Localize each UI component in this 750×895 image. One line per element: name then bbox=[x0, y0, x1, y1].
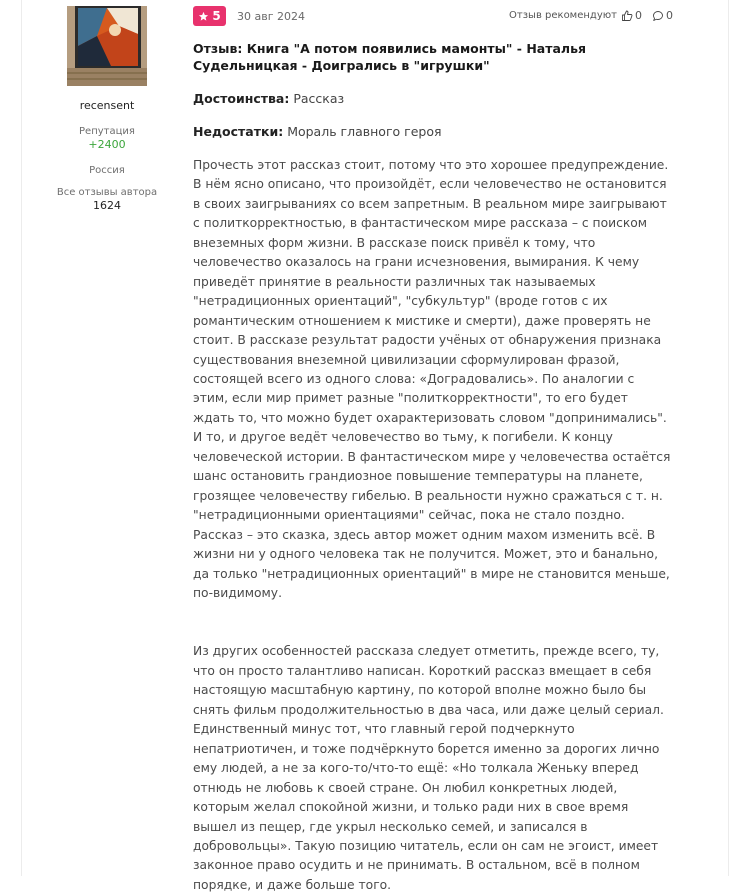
review-paragraph-2: Из других особенностей рассказа следует отметить, прежде всего, ту, что он просто талантливо написан. Короткий рассказ вмещает в себя настоящую масштабную картину, по которой вполне можно было бы снять фильм продолжительностью в два часа, или даже целый сериал. Единственный минус тот, что главный герой подчеркнуто непатриотичен, и тоже подчёркнуто борется именно за дорогих лично ему людей, а не за кого-то/что-то ещё: «Но толкала Женьку вперед отнюдь не любовь к своей стране. Он любил конкретных людей, которым желал спокойной жизни, и только ради них в свое время вышел из пещер, где укрыл несколько семей, и записался в добровольцы». Такую позицию читатель, если он сам не эгоист, имеет законное право осудить и не принимать. В остальном, всё в полном порядке, и даже больше того. bbox=[193, 644, 664, 892]
star-icon bbox=[198, 11, 209, 22]
all-reviews-label[interactable]: Все отзывы автора bbox=[56, 187, 158, 198]
author-card bbox=[48, 6, 166, 212]
right-divider bbox=[728, 0, 729, 876]
pros-label: Достоинства: bbox=[193, 91, 290, 106]
rating-badge bbox=[193, 6, 226, 26]
pros-row bbox=[193, 90, 673, 107]
author-name[interactable]: recensent bbox=[79, 99, 135, 112]
all-reviews-count: 1624 bbox=[93, 199, 121, 212]
like-button[interactable] bbox=[621, 9, 642, 22]
left-divider bbox=[21, 0, 22, 876]
cons-value: Мораль главного героя bbox=[287, 124, 442, 139]
reputation-label: Репутация bbox=[79, 126, 135, 137]
review-date: 30 авг 2024 bbox=[237, 10, 305, 23]
review-actions bbox=[509, 9, 673, 22]
review-paragraph-1: Прочесть этот рассказ стоит, потому что это хорошее предупреждение. В нём ясно описано, что произойдёт, если человечество не остановится в своих заигрываниях со всем запретным. В реальном мире заигрывают с политкорректностью, в фантастическом мире рассказа – с поиском внеземных форм жизни. В рассказе поиск привёл к тому, что человечество оказалось на грани исчезновения, вымирания. К чему приведёт принятие в реальности различных так называемых "нетрадиционных ориентаций", "субкультур" (вроде готов с их романтическим отношением к мистике и смерти), даже проверять не стоит. В рассказе результат радости учёных от обнаружения признака существования внеземной цивилизации сформулирован фразой, состоящей всего из одного слова: «Доградовались». По аналогии с этим, если мир примет разные "политкорректности", то его будет ждать то, что можно будет охарактеризовать словом "допринимались". И то, и другое ведёт человечество во тьму, к погибели. К концу человеческой истории. В фантастическом мире у человечества остаётся шанс остановить грандиозное повышение температуры на планете, грозящее человечеству гибелью. В реальности нужно сражаться с т. н. "нетрадиционными ориентациями" сейчас, пока не стало поздно. Рассказ – это сказка, здесь автор может одним махом изменить всё. В жизни ни у одного человека так не получится. Может, это и банально, да только "нетрадиционных ориентаций" в мире не становится меньше, по-видимому. bbox=[193, 158, 671, 600]
author-avatar-painting-icon bbox=[67, 6, 147, 86]
cons-row bbox=[193, 123, 673, 140]
author-country: Россия bbox=[89, 165, 125, 176]
comments-count: 0 bbox=[666, 9, 673, 22]
rating-value: 5 bbox=[212, 9, 221, 23]
review-meta-row bbox=[193, 6, 673, 26]
reputation-value: +2400 bbox=[88, 138, 126, 151]
review-title: Отзыв: Книга "А потом появились мамонты" - Наталья Судельницкая - Доигрались в "игрушки" bbox=[193, 41, 586, 73]
likes-count: 0 bbox=[635, 9, 642, 22]
cons-label: Недостатки: bbox=[193, 124, 284, 139]
author-avatar[interactable] bbox=[67, 6, 147, 86]
review-content bbox=[193, 6, 673, 895]
comments-button[interactable] bbox=[652, 9, 673, 22]
pros-value: Рассказ bbox=[293, 91, 345, 106]
recommend-label: Отзыв рекомендуют bbox=[509, 10, 617, 21]
comment-icon bbox=[652, 10, 664, 22]
thumbs-up-icon bbox=[621, 10, 633, 22]
